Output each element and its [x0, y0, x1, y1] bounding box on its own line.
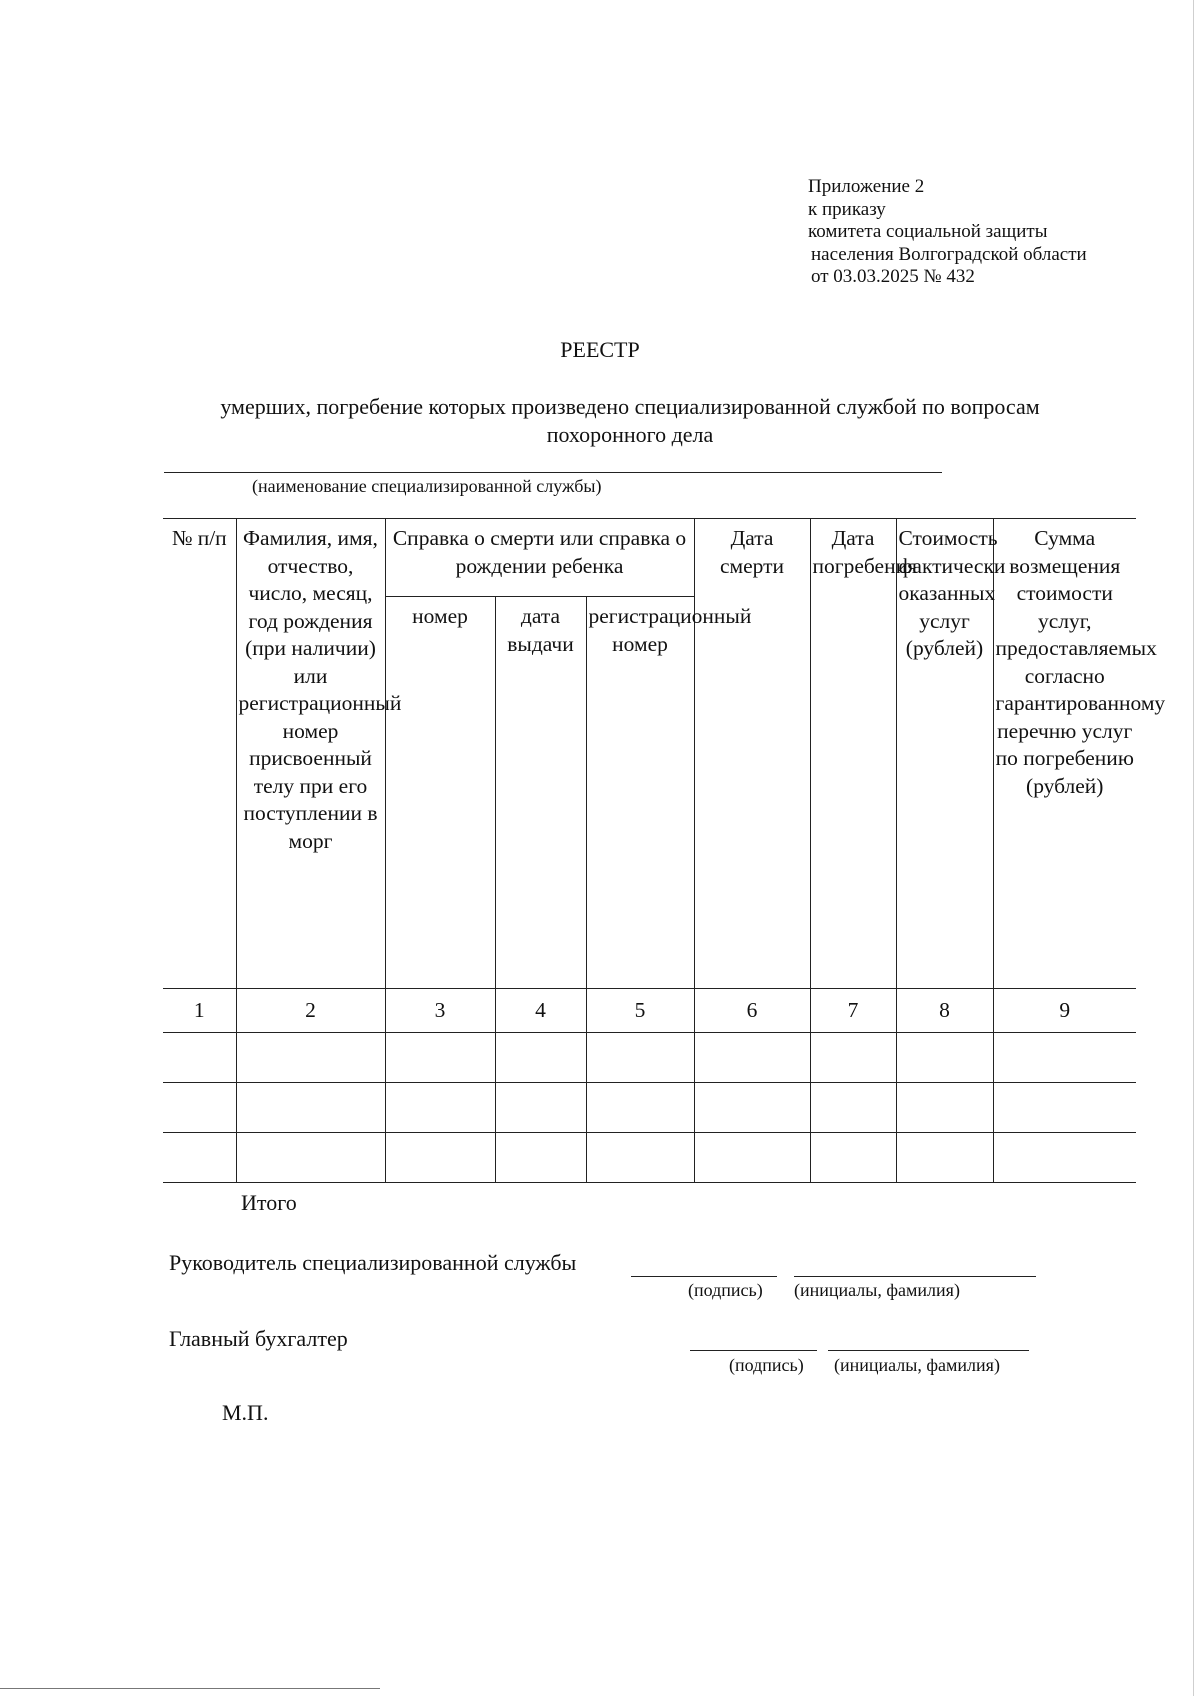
column-numbers-row [163, 989, 1136, 1033]
table-cell [163, 1083, 236, 1133]
column-number: 9 [993, 989, 1136, 1033]
header-actual-cost [896, 519, 1006, 989]
table-cell [896, 1133, 993, 1183]
appendix-line: от 03.03.2025 № 432 [811, 266, 975, 287]
appendix-line: к приказу [808, 198, 886, 220]
accountant-name-caption: (инициалы, фамилия) [834, 1355, 1000, 1375]
head-name-caption: (инициалы, фамилия) [794, 1280, 960, 1300]
header-fullname-label: Фамилия, имя, отчество, число, месяц, год рождения (при наличии) или регистрационный номер присвоенный телу при его поступлении в морг [238, 526, 402, 853]
header-actual-cost-label: Стоимость фактически оказанных услуг (рублей) [898, 526, 1006, 660]
column-number: 8 [896, 989, 993, 1033]
head-label: Руководитель специализированной службы [169, 1250, 577, 1275]
table-cell [993, 1033, 1136, 1083]
table-cell [236, 1133, 385, 1183]
accountant-name-line [828, 1350, 1029, 1351]
table-cell [694, 1033, 810, 1083]
header-death-date-label: Дата смерти [719, 526, 785, 578]
table-row [163, 1133, 1136, 1183]
table-cell [236, 1033, 385, 1083]
table-row [163, 1033, 1136, 1083]
registry-table [163, 518, 1166, 1183]
table-cell [495, 1133, 586, 1183]
header-certificate-group-label: Справка о смерти или справка о рождении ребенка [392, 526, 687, 578]
table-cell [385, 1033, 495, 1083]
header-number-label: № п/п [171, 526, 227, 550]
service-name-line [164, 472, 942, 473]
table-cell [993, 1083, 1136, 1133]
column-number: 4 [495, 989, 586, 1033]
table-cell [694, 1133, 810, 1183]
table-cell [385, 1133, 495, 1183]
table-row [163, 1083, 1136, 1133]
table-cell [586, 1133, 694, 1183]
document-subtitle: умерших, погребение которых произведено специализированной службой по вопросам похоронного дела [220, 394, 1040, 447]
total-label: Итого [241, 1190, 297, 1215]
table-cell [810, 1033, 896, 1083]
header-number [163, 519, 236, 989]
table-cell [385, 1083, 495, 1133]
document-title: РЕЕСТР [560, 337, 640, 362]
table-cell [810, 1133, 896, 1183]
appendix-line: комитета социальной защиты [808, 221, 1048, 242]
column-number: 1 [163, 989, 236, 1033]
header-certificate-group [385, 519, 694, 597]
column-number: 6 [694, 989, 810, 1033]
head-signature-line [631, 1276, 777, 1277]
accountant-signature-caption: (подпись) [729, 1355, 804, 1375]
table-cell [586, 1083, 694, 1133]
header-cert-number-label: номер [412, 604, 468, 628]
table-cell [495, 1033, 586, 1083]
header-cert-number [385, 597, 495, 989]
page-edge [1193, 0, 1194, 1696]
appendix-block [808, 176, 1087, 289]
column-number: 5 [586, 989, 694, 1033]
table-cell [896, 1083, 993, 1133]
header-cert-issue-date [495, 597, 586, 989]
header-reimbursement [993, 519, 1166, 989]
table-cell [993, 1133, 1136, 1183]
accountant-label: Главный бухгалтер [169, 1326, 348, 1351]
header-burial-date [810, 519, 917, 989]
table-cell [896, 1033, 993, 1083]
table-cell [495, 1083, 586, 1133]
header-death-date [694, 519, 810, 989]
table-cell [586, 1033, 694, 1083]
stamp-place: М.П. [222, 1400, 269, 1425]
header-cert-issue-date-label: дата выдачи [507, 604, 574, 656]
column-number: 2 [236, 989, 385, 1033]
header-reimbursement-label: Сумма возмещения стоимости услуг, предоставляемых согласно гарантированному перечню услуг по погребению (рублей) [995, 526, 1166, 798]
table-cell [163, 1133, 236, 1183]
head-name-line [794, 1276, 1036, 1277]
service-name-caption: (наименование специализированной службы) [252, 476, 602, 496]
table-cell [163, 1033, 236, 1083]
header-cert-reg-number [586, 597, 752, 989]
appendix-line: населения Волгоградской области [811, 243, 1087, 265]
appendix-line: Приложение 2 [808, 176, 925, 197]
accountant-signature-line [690, 1350, 817, 1351]
header-burial-date-label: Дата погребения [812, 526, 917, 578]
header-fullname [236, 519, 402, 989]
head-signature-caption: (подпись) [688, 1280, 763, 1300]
table-cell [236, 1083, 385, 1133]
table-cell [694, 1083, 810, 1133]
column-number: 3 [385, 989, 495, 1033]
footer-line [0, 1688, 380, 1689]
column-number: 7 [810, 989, 896, 1033]
table-cell [810, 1083, 896, 1133]
header-cert-reg-number-label: регистрационный номер [588, 604, 752, 656]
